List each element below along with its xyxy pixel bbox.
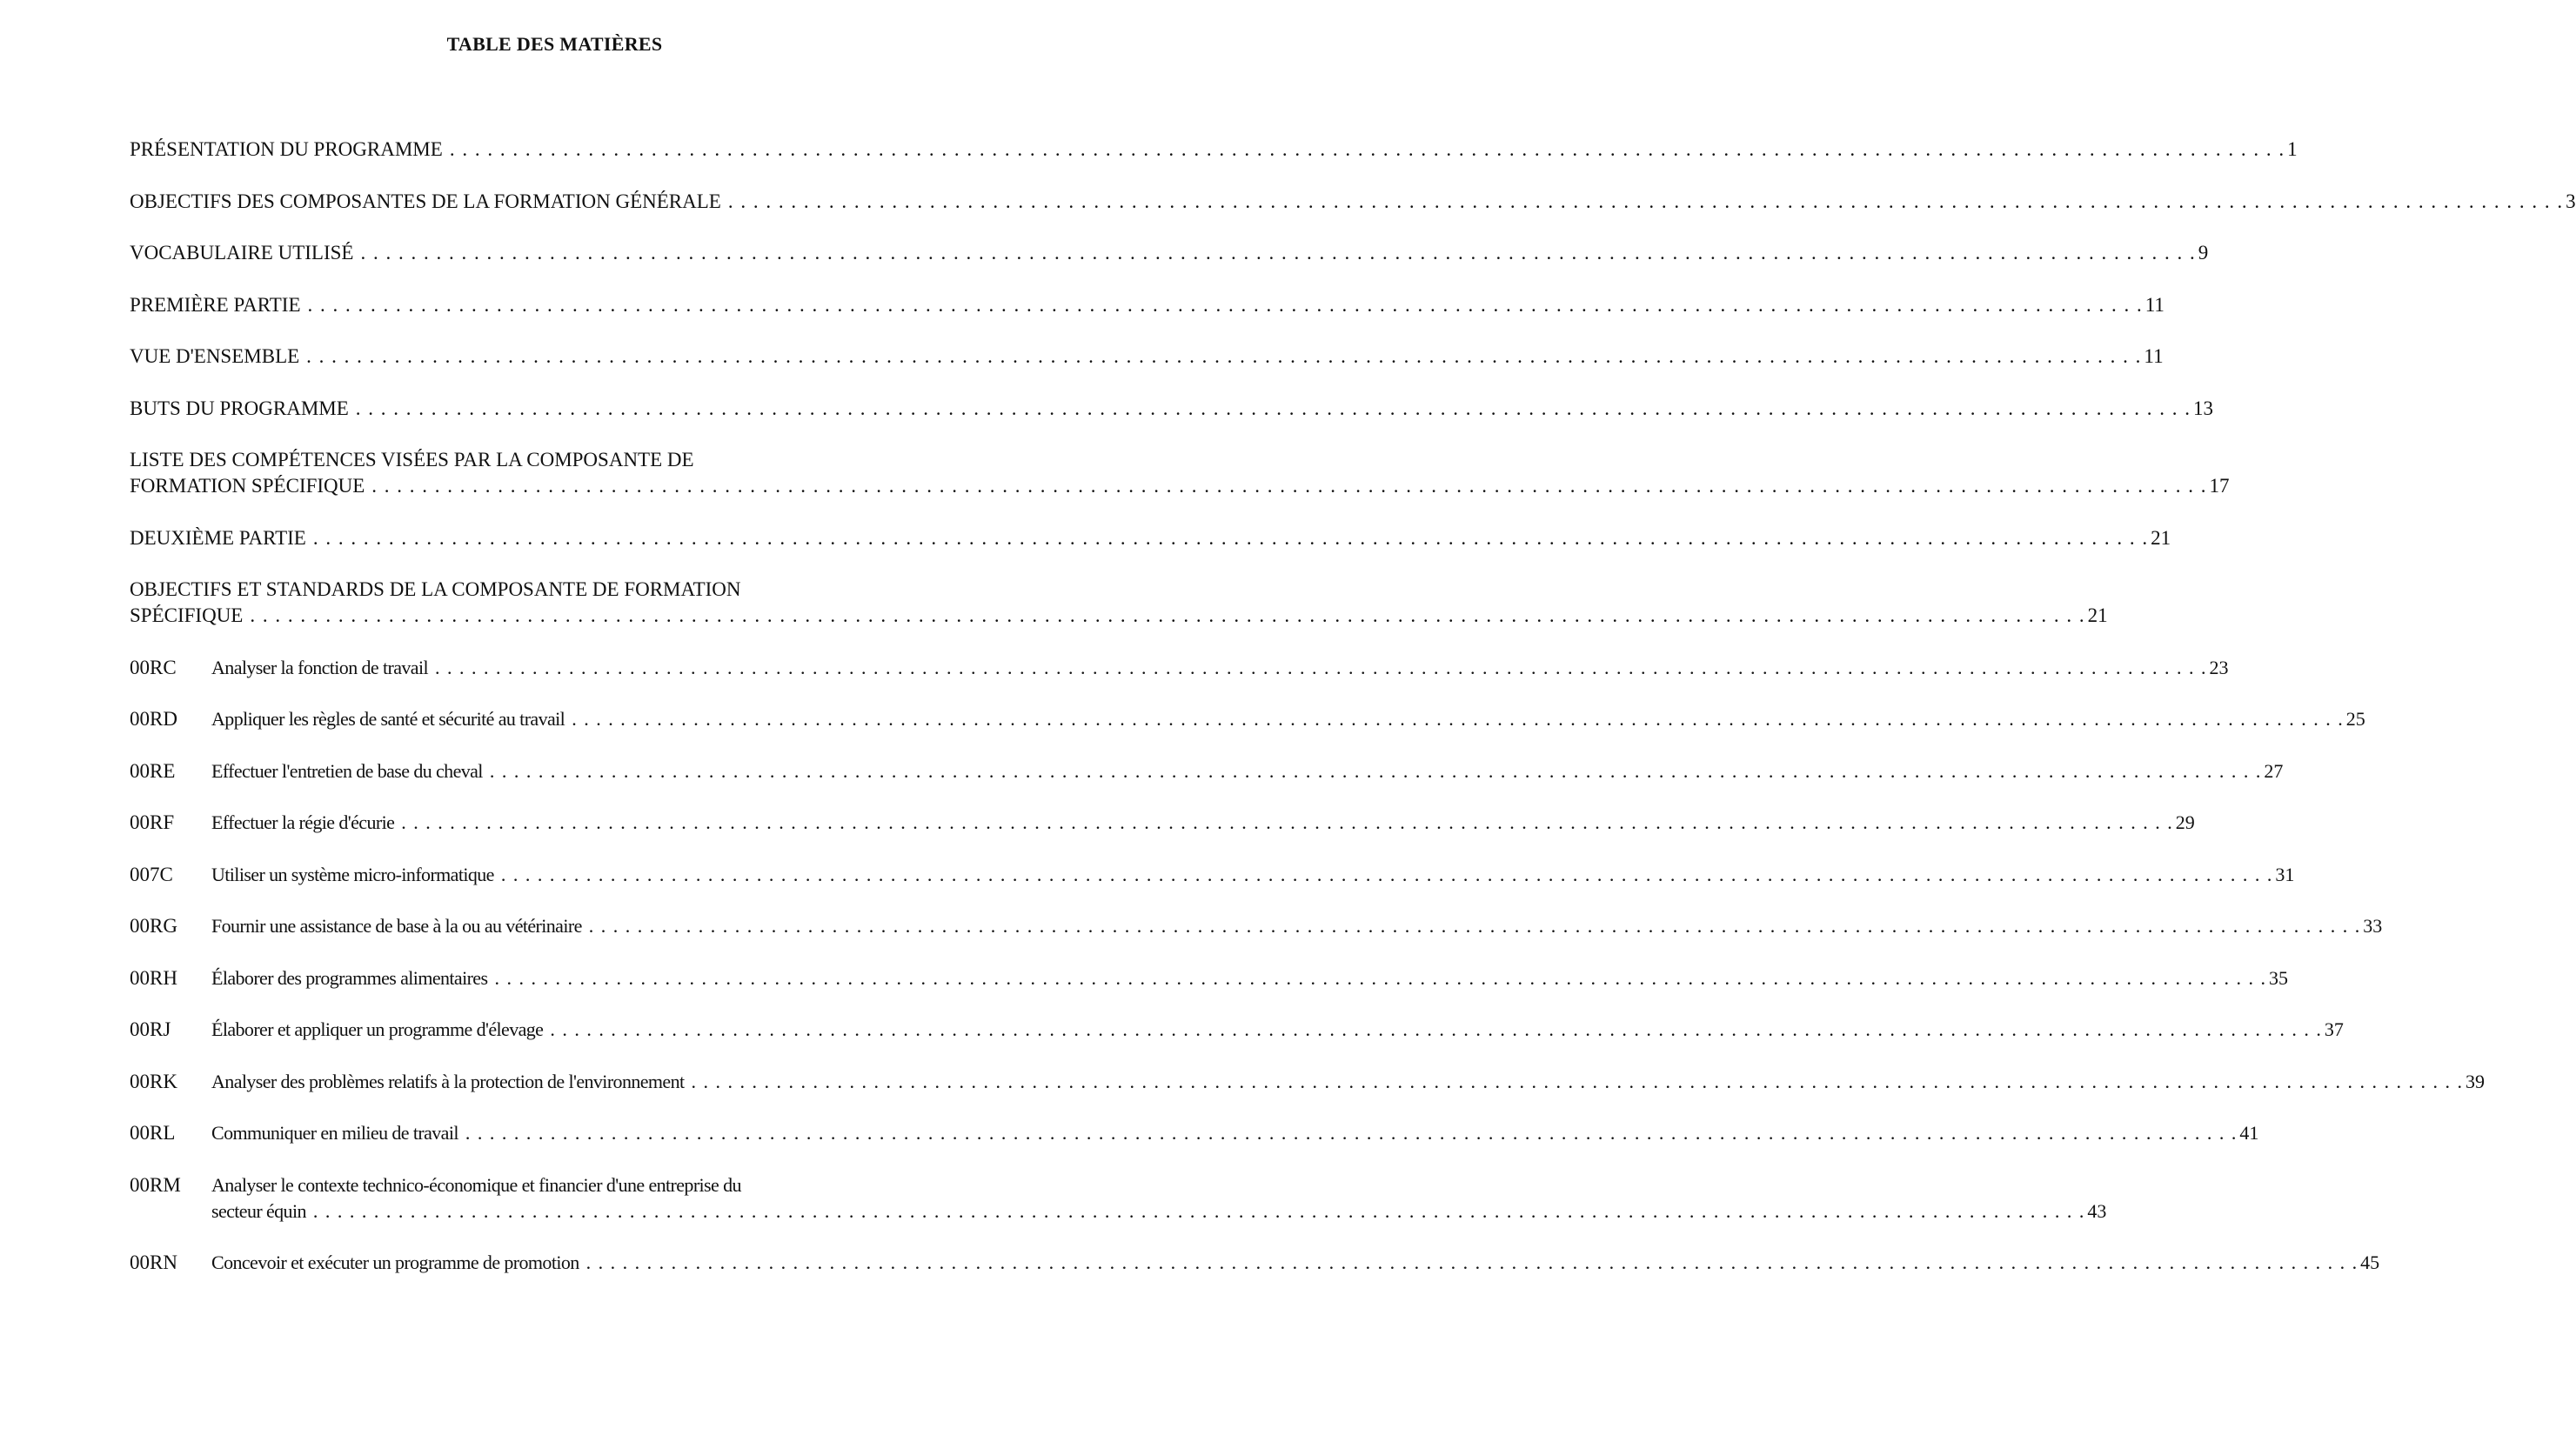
dot-leader [550,1017,2321,1043]
toc-page-number: 13 [2193,397,2214,419]
competency-title: Élaborer des programmes alimentaires [211,967,488,989]
toc-page-number: 3 [2566,190,2576,212]
competency-entry[interactable] [130,965,2288,991]
toc-entry[interactable] [130,137,2298,163]
competency-entry[interactable] [130,655,2229,681]
dot-leader [490,758,2261,784]
page-title: TABLE DES MATIÈRES [446,33,663,55]
dot-leader [435,655,2206,681]
dot-leader [308,292,2142,318]
competency-entry[interactable] [130,862,2295,888]
toc-page-number: 31 [2275,864,2295,885]
competency-code: 00RF [130,811,175,833]
dot-leader [589,913,2360,939]
toc-entry[interactable] [130,240,2209,266]
competency-title: Utiliser un système micro-informatique [211,864,494,885]
competency-entry[interactable] [130,1172,2107,1225]
competency-entry[interactable] [130,1069,2485,1095]
competency-title: Effectuer l'entretien de base du cheval [211,760,483,782]
toc-page-number: 1 [2287,138,2298,160]
competency-title: Appliquer les règles de santé et sécurité au travail [211,708,565,730]
toc-page-number: 33 [2363,915,2383,937]
competency-title-line: Analyser le contexte technico-économique et financier d'une entreprise du [211,1174,741,1196]
dot-leader [692,1069,2463,1095]
toc-page-number: 37 [2324,1018,2344,1040]
dot-leader [501,862,2272,888]
dot-leader [313,1198,2084,1225]
dot-leader [313,525,2147,551]
toc-entry[interactable] [130,525,2171,551]
dot-leader [401,810,2172,836]
toc-page-number: 27 [2264,760,2284,782]
dot-leader [494,965,2265,991]
dot-leader [465,1120,2237,1146]
toc-entry-title: PREMIÈRE PARTIE [130,294,301,316]
competency-code: 00RJ [130,1018,171,1040]
toc-page-number: 11 [2144,345,2164,367]
dot-leader [371,473,2205,499]
competency-code: 00RD [130,708,177,730]
toc-page-number: 45 [2360,1251,2380,1273]
toc-page-number: 11 [2144,294,2165,316]
competency-title: Fournir une assistance de base à la ou au vétérinaire [211,915,582,937]
toc-page-number: 9 [2198,242,2209,264]
dot-leader [450,137,2284,163]
competency-entry[interactable] [130,810,2195,836]
toc-page-number: 35 [2268,967,2288,989]
dot-leader [360,240,2194,266]
competency-title: Élaborer et appliquer un programme d'élevage [211,1018,544,1040]
toc-page-number: 39 [2466,1071,2485,1092]
toc-entry[interactable] [130,577,2108,629]
toc-entry-title: SPÉCIFIQUE [130,604,244,626]
competency-code: 00RN [130,1251,177,1273]
dot-leader [586,1250,2358,1276]
toc-page-number: 17 [2209,475,2230,497]
toc-page-number: 43 [2087,1200,2107,1222]
toc-entry[interactable] [130,447,2230,499]
toc-page-number: 41 [2239,1122,2259,1144]
toc-entry-title-line: LISTE DES COMPÉTENCES VISÉES PAR LA COMPOSANTE DE [130,449,694,471]
toc-entry-title: VUE D'ENSEMBLE [130,345,300,367]
competency-entry[interactable] [130,1120,2259,1146]
dot-leader [728,189,2562,215]
dot-leader [250,603,2084,629]
competency-title: Analyser la fonction de travail [211,657,428,678]
competency-code: 007C [130,864,173,885]
toc-entry-title: VOCABULAIRE UTILISÉ [130,242,354,264]
toc-entry-title: BUTS DU PROGRAMME [130,397,349,419]
competency-entry[interactable] [130,1250,2380,1276]
dot-leader [572,706,2343,732]
dot-leader [306,344,2140,370]
toc-entry-title: DEUXIÈME PARTIE [130,527,306,549]
toc-page-number: 21 [2151,527,2171,549]
competency-code: 00RG [130,915,177,937]
competency-code: 00RH [130,967,177,989]
competency-entry[interactable] [130,913,2383,939]
competency-title: Effectuer la régie d'écurie [211,811,395,833]
toc-page-number: 23 [2209,657,2229,678]
competency-title: Communiquer en milieu de travail [211,1122,458,1144]
competency-title: Analyser des problèmes relatifs à la protection de l'environnement [211,1071,685,1092]
toc-entry[interactable] [130,344,2164,370]
toc-entry-title: FORMATION SPÉCIFIQUE [130,475,365,497]
toc-entry[interactable] [130,189,2576,215]
competency-code: 00RK [130,1071,177,1092]
dot-leader [356,396,2190,422]
competency-entry[interactable] [130,1017,2344,1043]
toc-entry-title-line: OBJECTIFS ET STANDARDS DE LA COMPOSANTE DE FORMATION [130,578,741,600]
competency-code: 00RM [130,1174,181,1196]
toc-page-number: 25 [2345,708,2365,730]
toc-page-number: 29 [2175,811,2195,833]
competency-entry[interactable] [130,758,2284,784]
toc-entry-title: PRÉSENTATION DU PROGRAMME [130,138,443,160]
competency-code: 00RL [130,1122,176,1144]
competency-entry[interactable] [130,706,2365,732]
competency-title: Concevoir et exécuter un programme de promotion [211,1251,579,1273]
competency-title: secteur équin [211,1200,306,1222]
toc-page-number: 21 [2087,604,2108,626]
competency-code: 00RC [130,657,177,678]
toc-entry-title: OBJECTIFS DES COMPOSANTES DE LA FORMATION GÉNÉRALE [130,190,721,212]
toc-entry[interactable] [130,396,2214,422]
competency-code: 00RE [130,760,176,782]
toc-entry[interactable] [130,292,2165,318]
